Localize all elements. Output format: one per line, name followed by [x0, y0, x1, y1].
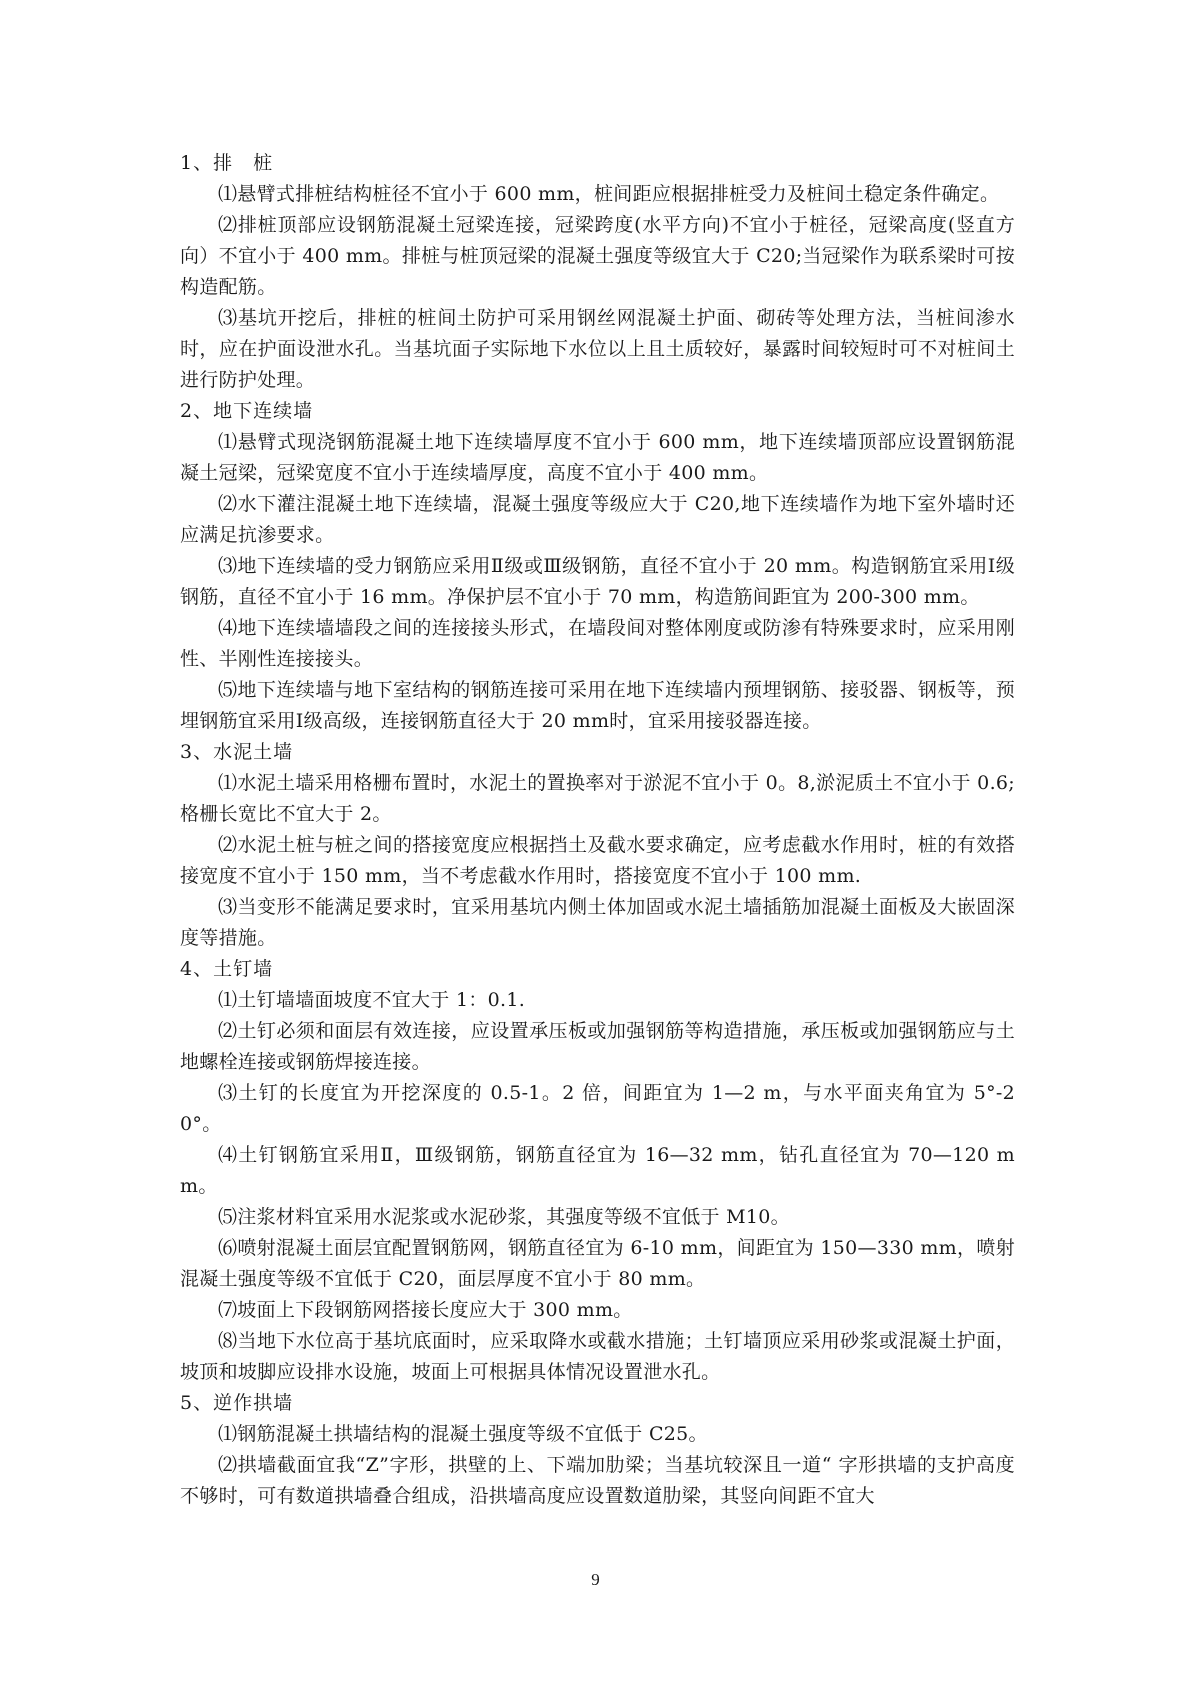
- paragraph-2-2: ⑵水下灌注混凝土地下连续墙，混凝土强度等级应大于 C20,地下连续墙作为地下室外墙时还应满足抗渗要求。: [180, 493, 1015, 546]
- paragraph-3-2: ⑵水泥土桩与桩之间的搭接宽度应根据挡土及截水要求确定，应考虑截水作用时，桩的有效搭接宽度不宜小于 150 mm，当不考虑截水作用时，搭接宽度不宜小于 100 mm.: [180, 834, 1015, 887]
- paragraph-4-6: ⑹喷射混凝土面层宜配置钢筋网，钢筋直径宜为 6-10 mm，间距宜为 150—330 mm，喷射混凝土强度等级不宜低于 C20，面层厚度不宜小于 80 mm。: [180, 1237, 1015, 1290]
- paragraph-2-3: ⑶地下连续墙的受力钢筋应采用Ⅱ级或Ⅲ级钢筋，直径不宜小于 20 mm。构造钢筋宜采用Ⅰ级钢筋，直径不宜小于 16 mm。净保护层不宜小于 70 mm，构造筋间距宜为 200-300 mm。: [180, 555, 1015, 608]
- paragraph-2-5: ⑸地下连续墙与地下室结构的钢筋连接可采用在地下连续墙内预埋钢筋、接驳器、钢板等，预埋钢筋宜采用Ⅰ级高级，连接钢筋直径大于 20 mm时，宜采用接驳器连接。: [180, 679, 1015, 732]
- paragraph-5-1: ⑴钢筋混凝土拱墙结构的混凝土强度等级不宜低于 C25。: [218, 1423, 708, 1445]
- paragraph-3-1: ⑴水泥土墙采用格栅布置时，水泥土的置换率对于淤泥不宜小于 0。8,淤泥质土不宜小于 0.6;格栅长宽比不宜大于 2。: [180, 772, 1015, 825]
- paragraph-1-3: ⑶基坑开挖后，排桩的桩间土防护可采用钢丝网混凝土护面、砌砖等处理方法，当桩间渗水时，应在护面设泄水孔。当基坑面子实际地下水位以上且土质较好，暴露时间较短时可不对桩间土进行防护处理。: [180, 307, 1015, 391]
- section-heading-5: 5、逆作拱墙: [180, 1392, 294, 1414]
- paragraph-4-1: ⑴土钉墙墙面坡度不宜大于 1：0.1.: [218, 989, 526, 1011]
- paragraph-1-2: ⑵排桩顶部应设钢筋混凝土冠梁连接，冠梁跨度(水平方向)不宜小于桩径，冠梁高度(竖直方向）不宜小于 400 mm。排桩与桩顶冠梁的混凝土强度等级宜大于 C20;当冠梁作为联系梁时可按构造配筋。: [180, 214, 1015, 298]
- paragraph-2-1: ⑴悬臂式现浇钢筋混凝土地下连续墙厚度不宜小于 600 mm，地下连续墙顶部应设置钢筋混凝土冠梁，冠梁宽度不宜小于连续墙厚度，高度不宜小于 400 mm。: [180, 431, 1015, 484]
- paragraph-4-2: ⑵土钉必须和面层有效连接，应设置承压板或加强钢筋等构造措施，承压板或加强钢筋应与土地螺栓连接或钢筋焊接连接。: [180, 1020, 1015, 1073]
- section-heading-2: 2、地下连续墙: [180, 400, 314, 422]
- section-heading-1: 1、排 桩: [180, 152, 274, 174]
- paragraph-2-4: ⑷地下连续墙墙段之间的连接接头形式，在墙段间对整体刚度或防渗有特殊要求时，应采用刚性、半刚性连接接头。: [180, 617, 1015, 670]
- paragraph-4-3: ⑶土钉的长度宜为开挖深度的 0.5-1。2 倍，间距宜为 1—2 m，与水平面夹角宜为 5°-20°。: [180, 1082, 1015, 1135]
- page-body: [180, 148, 1015, 1512]
- page-number: 9: [591, 1570, 600, 1589]
- paragraph-4-4: ⑷土钉钢筋宜采用Ⅱ，Ⅲ级钢筋，钢筋直径宜为 16—32 mm，钻孔直径宜为 70—120 mm。: [180, 1144, 1015, 1197]
- section-heading-4: 4、土钉墙: [180, 958, 274, 980]
- paragraph-5-2: ⑵拱墙截面宜我“Z”字形，拱壁的上、下端加肋梁；当基坑较深且一道“ 字形拱墙的支护高度不够时，可有数道拱墙叠合组成，沿拱墙高度应设置数道肋梁，其竖向间距不宜大: [180, 1454, 1015, 1507]
- paragraph-4-5: ⑸注浆材料宜采用水泥浆或水泥砂浆，其强度等级不宜低于 M10。: [218, 1206, 790, 1228]
- paragraph-4-7: ⑺坡面上下段钢筋网搭接长度应大于 300 mm。: [218, 1299, 633, 1321]
- paragraph-4-8: ⑻当地下水位高于基坑底面时，应采取降水或截水措施；土钉墙顶应采用砂浆或混凝土护面，坡顶和坡脚应设排水设施，坡面上可根据具体情况设置泄水孔。: [180, 1330, 1015, 1383]
- section-heading-3: 3、水泥土墙: [180, 741, 294, 763]
- paragraph-3-3: ⑶当变形不能满足要求时，宜采用基坑内侧土体加固或水泥土墙插筋加混凝土面板及大嵌固深度等措施。: [180, 896, 1015, 949]
- paragraph-1-1: ⑴悬臂式排桩结构桩径不宜小于 600 mm，桩间距应根据排桩受力及桩间土稳定条件确定。: [218, 183, 1000, 205]
